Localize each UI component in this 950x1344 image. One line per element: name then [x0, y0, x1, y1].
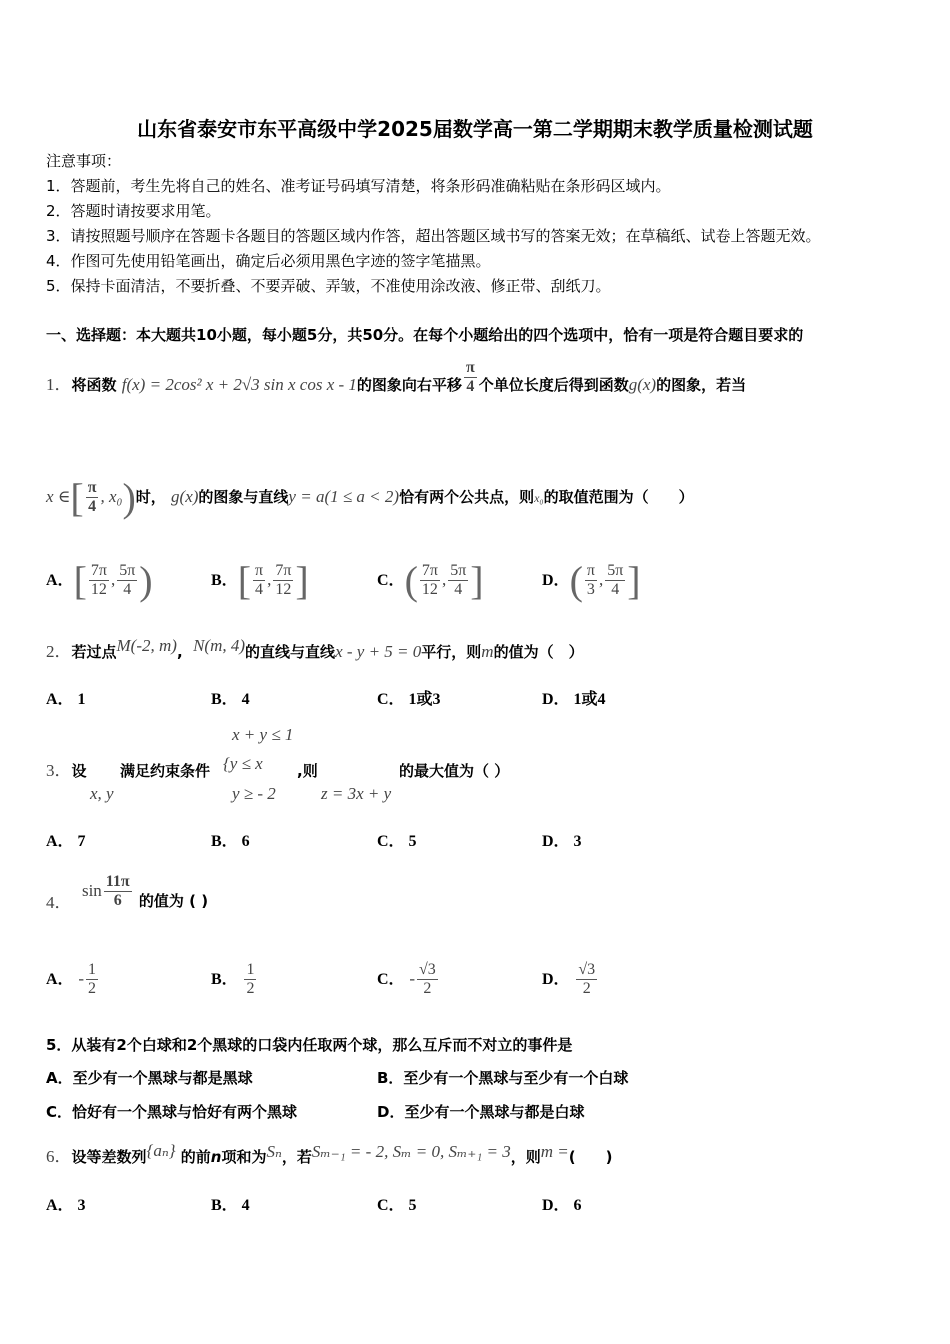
- question-3: 3．设: [46, 761, 87, 780]
- option-a[interactable]: A．至少有一个黑球与都是黑球: [46, 1069, 253, 1087]
- option-d[interactable]: D． 1或4: [542, 691, 606, 708]
- note-item: 1．答题前，考生先将自己的姓名、准考证号码填写清楚，将条形码准确粘贴在条形码区域内。: [46, 177, 671, 195]
- question-6: 6．设等差数列{aₙ} 的前n项和为Sₙ，若Sₘ₋₁ = - 2, Sₘ = 0, Sₘ₊₁ = 3，则m =( ): [46, 1141, 613, 1166]
- notes-heading: 注意事项：: [46, 152, 122, 170]
- option-d[interactable]: D． 3: [542, 833, 582, 850]
- question-3-text: 的最大值为（ ）: [399, 762, 510, 780]
- option-c[interactable]: C． - $\frac{√3}{2}$: [377, 961, 436, 997]
- question-4: 4． sin $\frac{11\pi}{6}$ 的值为 ( ): [46, 873, 209, 912]
- option-a[interactable]: A． 7: [46, 833, 86, 850]
- option-b[interactable]: B．[ $\frac{\pi}{4}$ , $\frac{7\pi}{12}$ ]: [211, 557, 309, 603]
- option-d[interactable]: D． 6: [542, 1197, 582, 1214]
- option-c[interactable]: C． 5: [377, 1197, 417, 1214]
- question-5: 5．从装有2个白球和2个黑球的口袋内任取两个球，那么互斥而不对立的事件是: [46, 1036, 573, 1054]
- option-d[interactable]: D．至少有一个黑球与都是白球: [377, 1103, 585, 1121]
- option-a[interactable]: A． - $\frac{1}{2}$: [46, 961, 97, 997]
- option-d[interactable]: D． $\frac{√3}{2}$: [542, 961, 596, 997]
- question-3-text: 满足约束条件: [120, 762, 211, 780]
- section-heading: 一、选择题：本大题共10小题，每小题5分，共50分。在每个小题给出的四个选项中，恰有一项是符合题目要求的: [46, 326, 804, 344]
- note-item: 4．作图可先使用铅笔画出，确定后必须用黑色字迹的签字笔描黑。: [46, 252, 491, 270]
- note-item: 3．请按照题号顺序在答题卡各题目的答题区域内作答，超出答题区域书写的答案无效；在草稿纸、试卷上答题无效。: [46, 227, 821, 245]
- note-item: 5．保持卡面清洁，不要折叠、不要弄破、弄皱，不准使用涂改液、修正带、刮纸刀。: [46, 277, 611, 295]
- question-3-text: ,则: [297, 762, 318, 780]
- option-c[interactable]: C．( $\frac{7\pi}{12}$ , $\frac{5\pi}{4}$ ]: [377, 557, 484, 603]
- option-a[interactable]: A． 3: [46, 1197, 86, 1214]
- option-c[interactable]: C． 5: [377, 833, 417, 850]
- option-b[interactable]: B． 6: [211, 833, 250, 850]
- constraint-3: y ≥ - 2: [232, 784, 276, 803]
- question-1-line-1: 1．将函数 f(x) = 2cos² x + 2√3 sin x cos x - 1的图象向右平移 $\frac{\pi}{4}$ 个单位长度后得到函数g(x)的图象，若当: [46, 359, 747, 395]
- objective: z = 3x + y: [321, 784, 392, 803]
- option-b[interactable]: B． 4: [211, 1197, 250, 1214]
- option-b[interactable]: B．至少有一个黑球与至少有一个白球: [377, 1069, 629, 1087]
- option-a[interactable]: A． 1: [46, 691, 86, 708]
- option-b[interactable]: B． 4: [211, 691, 250, 708]
- option-d[interactable]: D．( $\frac{\pi}{3}$ , $\frac{5\pi}{4}$ ]: [542, 557, 641, 603]
- option-a[interactable]: A．[ $\frac{7\pi}{12}$ , $\frac{5\pi}{4}$ ): [46, 557, 153, 603]
- question-2: 2．若过点M(-2, m), N(m, 4)的直线与直线x - y + 5 = 0平行，则m的值为（ ）: [46, 636, 584, 661]
- constraint-2: {y ≤ x: [223, 754, 263, 773]
- variables: x, y: [90, 784, 114, 803]
- question-1-line-2: x ∈[ $\frac{\pi}{4}$ , x₀)时， g(x)的图象与直线y = a(1 ≤ a < 2)恰有两个公共点，则x₀的取值范围为（ ）: [46, 474, 694, 520]
- note-item: 2．答题时请按要求用笔。: [46, 202, 221, 220]
- option-c[interactable]: C．恰好有一个黑球与恰好有两个黑球: [46, 1103, 298, 1121]
- constraint-1: x + y ≤ 1: [232, 725, 294, 744]
- option-b[interactable]: B． $\frac{1}{2}$: [211, 961, 255, 997]
- page-title: 山东省泰安市东平高级中学2025届数学高一第二学期期末教学质量检测试题: [137, 117, 813, 141]
- option-c[interactable]: C． 1或3: [377, 691, 441, 708]
